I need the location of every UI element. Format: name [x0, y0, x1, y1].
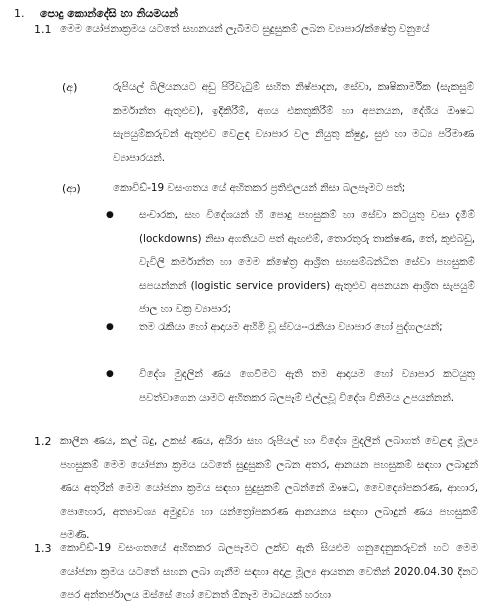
bullet-marker-3: ● [106, 369, 114, 379]
item-text-1-3: කොවිඩ්-19 වසංගතයේ අහිතකර බලපෑමට ලක්ව ඇති සියළුම ගනුදෙනුකරුවන් හට මෙම යෝජනා ක්‍රමය යටතේ සහන ලබා ගැනීම සඳහා අදාළ මූල්‍ය ආයතන වෙතින් 2020.04.30 දිනට පෙර අන්තර්ජාලය ඔස්සේ හෝ වෙනත් ඕනෑම මාධ්‍යයක් හරහා [60, 542, 478, 601]
bullet-text-3: විදේශ මුදලින් ණය ගෙවීමට ඇති තම ආදායම හෝ ව්‍යාපාර කටයුතු පවත්වාගෙන යාමට අහිතකර බලපෑම් එල්ලවූ විදේශ විනිමය උපයන්නන්. [139, 368, 475, 404]
bullet-marker-1: ● [106, 210, 114, 220]
item-text-1-2: කාලීන ණය, කල් බදු, උකස් ණය, අයිරා සහ රුපියල් හා විදේශ මුදලින් ලබාගත් වෙළඳ මූල්‍ය පහසුකම් මෙම යෝජනා ක්‍රමය යටතේ සුදුසුකම් ලබන අතර, ආනයන පහසුකම් සඳහා ලබාදුන් ණය අතුරින් මෙම යෝජනා ක්‍රමය සඳහා සුදුසුකම් ලබන්නේ ඖෂධ, වෛද්‍යෝපකරණ, ආහාර, පොහොර, අත්‍යාවශ්‍ය අමුද්‍රව්‍ය හා යන්ත්‍රෝපකරණ ආනයනය සඳහා ලබාදුන් ණය පහසුකම් පමණි. [60, 435, 478, 541]
section-title: පොදු කොන්දේසි හා නියමයන් [40, 7, 179, 20]
subitem-label-a: (අ) [62, 81, 78, 94]
item-number-1-2: 1.2 [34, 435, 52, 448]
bullet-marker-2: ● [106, 322, 114, 332]
item-text-1-1: මෙම යෝජනාක්‍රමය යටතේ සහනයන් ලැබීමට සුදුසුකම් ලබන ව්‍යාපාර/ක්ෂේත්‍ර වනුයේ [60, 23, 430, 35]
section-number: 1. [14, 7, 25, 20]
bullet-text-2: තම රැකියා හෝ ආදායම අහිමි වූ ස්වයං-රැකියා ව්‍යාපාර හෝ පුද්ගලයන්; [139, 321, 443, 333]
subitem-label-aa: (ආ) [62, 182, 81, 195]
subitem-text-aa: කොවිඩ්-19 වසංගතය යේ අහිතකර ප්‍රතිඵලයන් නිසා බලපෑමට පත්; [113, 182, 406, 194]
bullet-text-1: සංචාරක, සහ විදේශයන් හි පොදු පහසුකම් හා සේවා කටයුතු වසා දැමීම් (lockdowns) නිසා අගතියට පත් ඇඟළුම්, තොරතුරු තාක්ෂණ, තේ, කුළුබඩු, වැවිලි කර්මාන්ත හා මෙම ක්ෂේත්‍ර ආශ්‍රිත සහසම්බන්ධිත සේවා පහසුකම් සපයන්නන් (logistic service providers) ඇතුළුව අපනයන ආශ්‍රිත සැපයුම් ජාල හා වක්‍ර ව්‍යාපාර; [139, 209, 475, 315]
item-number-1-3: 1.3 [34, 542, 52, 555]
subitem-text-a: රුපියල් බිලියනයට අඩු පිරිවැටුම් සහිත නිෂ්පාදන, සේවා, කෘෂිකාර්මික (සැකසුම් කර්මාන්ත ඇතුළුව), ඉදිකිරීම්, අගය එකතුකිරීම් හා අපනයන, දේශීය ඖෂධ සැපයුම්කරුවන් ඇතුළුව වෙළඳ ව්‍යාපාර වල නියුතු ක්ෂුද්‍ර, සුළු හා මධ්‍ය පරිමාණ ව්‍යාපාරයන්. [113, 81, 474, 164]
item-number-1-1: 1.1 [34, 23, 52, 36]
